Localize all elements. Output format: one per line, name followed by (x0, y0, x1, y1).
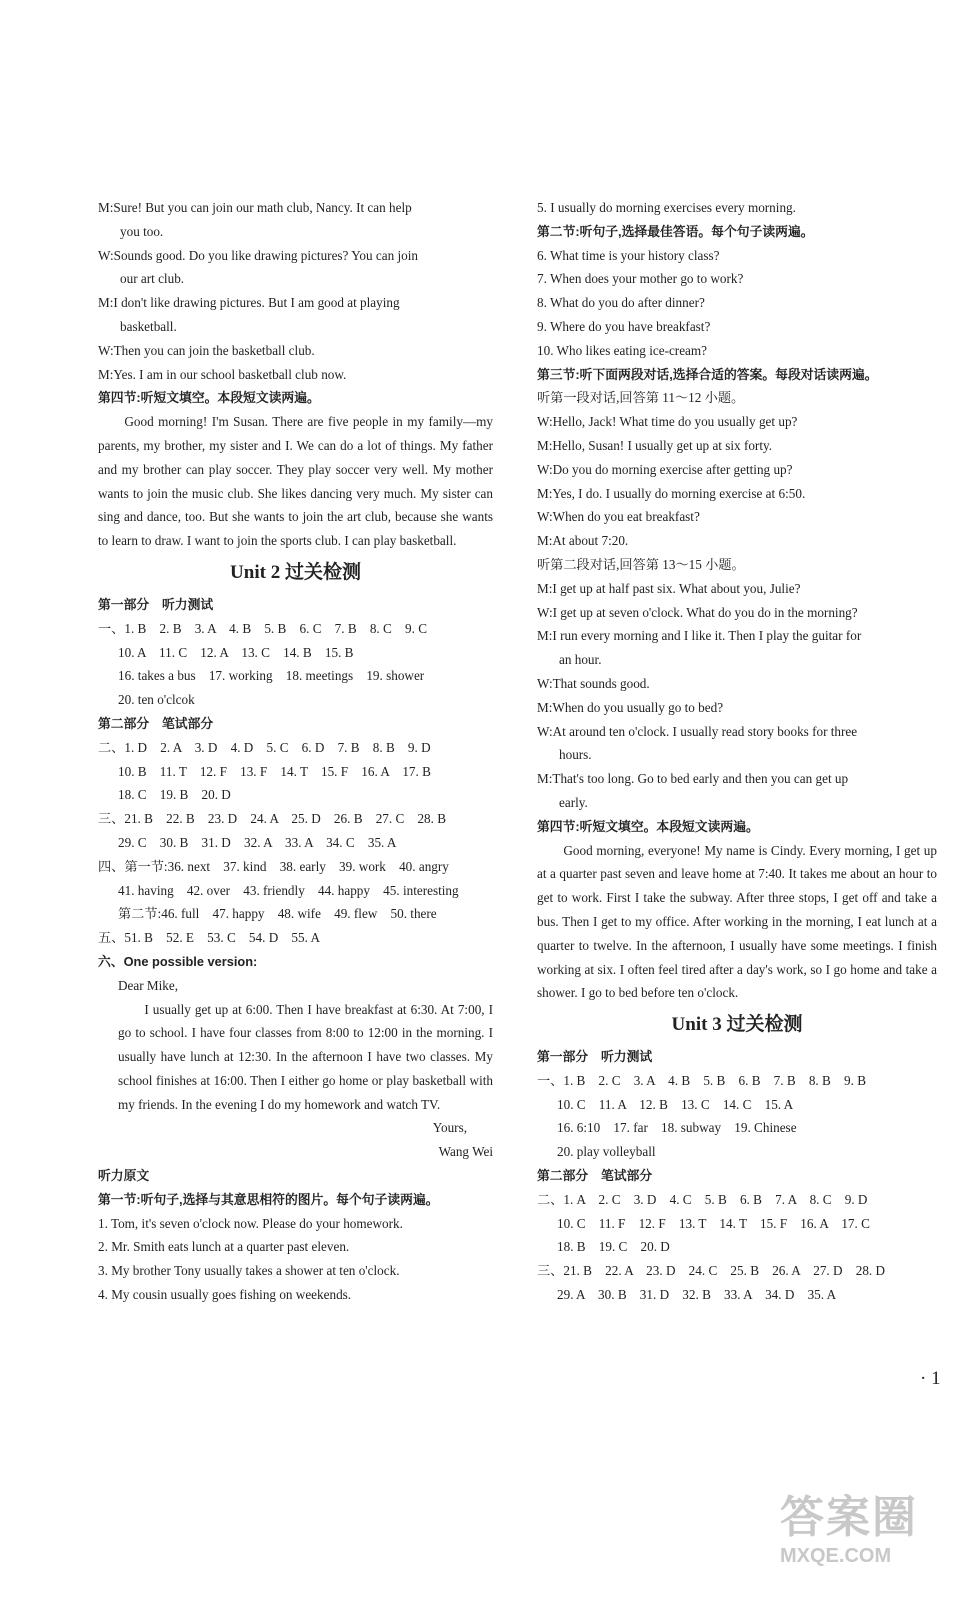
section-4-heading: 第四节:听短文填空。本段短文读两遍。 (98, 390, 320, 406)
letter-greeting: Dear Mike, (118, 977, 179, 993)
answer-line: 10. A 11. C 12. A 13. C 14. B 15. B (118, 644, 354, 660)
dialog-intro: 听第一段对话,回答第 11～12 小题。 (537, 390, 745, 406)
dialog-club (98, 196, 493, 386)
answer-line: 16. 6:10 17. far 18. subway 19. Chinese (557, 1120, 797, 1136)
dialog-line: W:At around ten o'clock. I usually read story books for three hours. (537, 723, 858, 763)
script-line: 3. My brother Tony usually takes a shower at ten o'clock. (98, 1263, 400, 1279)
answer-line: 10. C 11. F 12. F 13. T 14. T 15. F 16. A 17. C (557, 1215, 870, 1231)
answer-line: 三、21. B 22. B 23. D 24. A 25. D 26. B 27. C 28. B (98, 811, 447, 827)
answer-line: 29. A 30. B 31. D 32. B 33. A 34. D 35. A (557, 1287, 837, 1303)
dialog-line: W:When do you eat breakfast? (537, 509, 700, 525)
left-column (98, 196, 493, 1307)
part-2-heading: 第二部分 笔试部分 (98, 715, 214, 731)
dialog-line: W:Sounds good. Do you like drawing pictures? You can join our art club. (98, 247, 419, 287)
answer-line: 16. takes a bus 17. working 18. meetings 19. shower (118, 668, 425, 684)
dialog-line: W:Then you can join the basketball club. (98, 342, 315, 358)
watermark-text: 答案圈 (780, 1493, 918, 1542)
letter-signature: Wang Wei (438, 1144, 493, 1160)
part-1-heading: 第一部分 听力测试 (537, 1049, 653, 1065)
answer-line: 18. B 19. C 20. D (557, 1239, 670, 1255)
watermark-url: MXQE.COM (780, 1545, 892, 1567)
dialog-line: W:That sounds good. (537, 675, 650, 691)
section-2-heading: 第二节:听句子,选择最佳答语。每个句子读两遍。 (537, 223, 814, 239)
watermark-logo (780, 1492, 940, 1592)
dialog-line: M:That's too long. Go to bed early and then you can get up early. (537, 771, 849, 810)
script-line: 9. Where do you have breakfast? (537, 318, 711, 334)
listening-script-heading: 听力原文 (98, 1168, 150, 1184)
dialog-line: M:I run every morning and I like it. Then I play the guitar for an hour. (537, 628, 862, 668)
unit-2-title: Unit 2 过关检测 (230, 561, 361, 583)
dialog-line: M:Hello, Susan! I usually get up at six forty. (537, 437, 773, 453)
section-6-heading: 六、One possible version: (98, 953, 258, 969)
answer-line: 10. C 11. A 12. B 13. C 14. C 15. A (557, 1096, 794, 1112)
answer-line: 三、21. B 22. A 23. D 24. C 25. B 26. A 27. D 28. D (537, 1263, 886, 1279)
script-line: 8. What do you do after dinner? (537, 295, 705, 311)
dialog-line: W:Hello, Jack! What time do you usually get up? (537, 414, 798, 430)
letter-close: Yours, (432, 1120, 467, 1136)
dialog-line: M:Yes, I do. I usually do morning exercise at 6:50. (537, 485, 806, 501)
answer-line: 一、1. B 2. C 3. A 4. B 5. B 6. B 7. B 8. B 9. B (537, 1072, 866, 1088)
answer-line: 29. C 30. B 31. D 32. A 33. A 34. C 35. A (118, 834, 397, 850)
part-2-heading: 第二部分 笔试部分 (537, 1168, 653, 1184)
answer-line: 二、1. D 2. A 3. D 4. D 5. C 6. D 7. B 8. B 9. D (98, 739, 431, 755)
page-number: · 1 (920, 1368, 941, 1389)
answer-line: 20. play volleyball (557, 1144, 656, 1160)
answer-line: 18. C 19. B 20. D (118, 787, 231, 803)
answer-line: 二、1. A 2. C 3. D 4. C 5. B 6. B 7. A 8. C 9. D (537, 1191, 868, 1207)
section-1-heading: 第一节:听句子,选择与其意思相符的图片。每个句子读两遍。 (98, 1191, 439, 1207)
answer-line: 五、51. B 52. E 53. C 54. D 55. A (98, 930, 320, 946)
dialog-line: M:I don't like drawing pictures. But I am good at playing basketball. (98, 295, 400, 334)
answer-line: 41. having 42. over 43. friendly 44. happy 45. interesting (118, 882, 459, 898)
dialog-line: M:When do you usually go to bed? (537, 699, 724, 715)
script-line: 4. My cousin usually goes fishing on weekends. (98, 1287, 352, 1303)
right-column (537, 196, 937, 1307)
passage-susan: Good morning! I'm Susan. There are five people in my family—my parents, my brother, my sister and I. We can do a lot of things. My father and my brother can play soccer. They play soccer very well. My mother wants to join the music club. She likes dancing very much. My sister can sing and dance, too. But she wants to join the art club, because she wants to learn to draw. I want to join the sports club. I can play basketball. (98, 414, 493, 549)
answer-line: 10. B 11. T 12. F 13. F 14. T 15. F 16. A 17. B (118, 763, 431, 779)
script-line: 10. Who likes eating ice-cream? (537, 342, 708, 358)
unit-3-title: Unit 3 过关检测 (671, 1014, 803, 1036)
script-line: 7. When does your mother go to work? (537, 271, 744, 287)
dialog-line: W:Do you do morning exercise after getting up? (537, 461, 793, 477)
letter-body: I usually get up at 6:00. Then I have breakfast at 6:30. At 7:00, I go to school. I have four classes from 8:00 to 12:00 in the morning. I usually have lunch at 12:30. In the afternoon I have two classes. My school finishes at 16:00. Then I either go home or play basketball with my friends. In the evening I do my homework and watch TV. (118, 1001, 493, 1112)
passage-cindy: Good morning, everyone! My name is Cindy. Every morning, I get up at a quarter past seven and leave home at 7:40. It takes me about an hour to get to work. First I take the subway. After three stops, I get off and take a bus. Then I get to my office. After working in the morning, I eat lunch at a quarter to twelve. In the afternoon, I usually have some meetings. I finish working at six. I often feel tired after a day's work, so I go home and take a shower. I go to bed before ten o'clock. (537, 842, 937, 1001)
answer-line: 一、1. B 2. B 3. A 4. B 5. B 6. C 7. B 8. C 9. C (98, 620, 427, 636)
part-1-heading: 第一部分 听力测试 (98, 596, 214, 612)
answer-line: 四、第一节:36. next 37. kind 38. early 39. work 40. angry (98, 858, 449, 874)
script-line: 6. What time is your history class? (537, 247, 720, 263)
script-line: 1. Tom, it's seven o'clock now. Please do your homework. (98, 1215, 403, 1231)
dialog-line: M:I get up at half past six. What about you, Julie? (537, 580, 801, 596)
script-line: 5. I usually do morning exercises every morning. (537, 200, 796, 215)
dialog-line: M:Sure! But you can join our math club, Nancy. It can help you too. (98, 200, 412, 239)
dialog-line: M:Yes. I am in our school basketball club now. (98, 366, 347, 382)
section-4-heading: 第四节:听短文填空。本段短文读两遍。 (537, 818, 759, 834)
script-line: 2. Mr. Smith eats lunch at a quarter past eleven. (98, 1239, 350, 1255)
dialog-line: M:At about 7:20. (537, 533, 629, 549)
section-3-heading: 第三节:听下面两段对话,选择合适的答案。每段对话读两遍。 (537, 366, 878, 382)
dialog-intro: 听第二段对话,回答第 13～15 小题。 (537, 556, 745, 572)
dialog-line: W:I get up at seven o'clock. What do you do in the morning? (537, 604, 858, 620)
answer-line: 20. ten o'clcok (118, 692, 195, 708)
answer-line: 第二节:46. full 47. happy 48. wife 49. flew 50. there (118, 906, 437, 922)
